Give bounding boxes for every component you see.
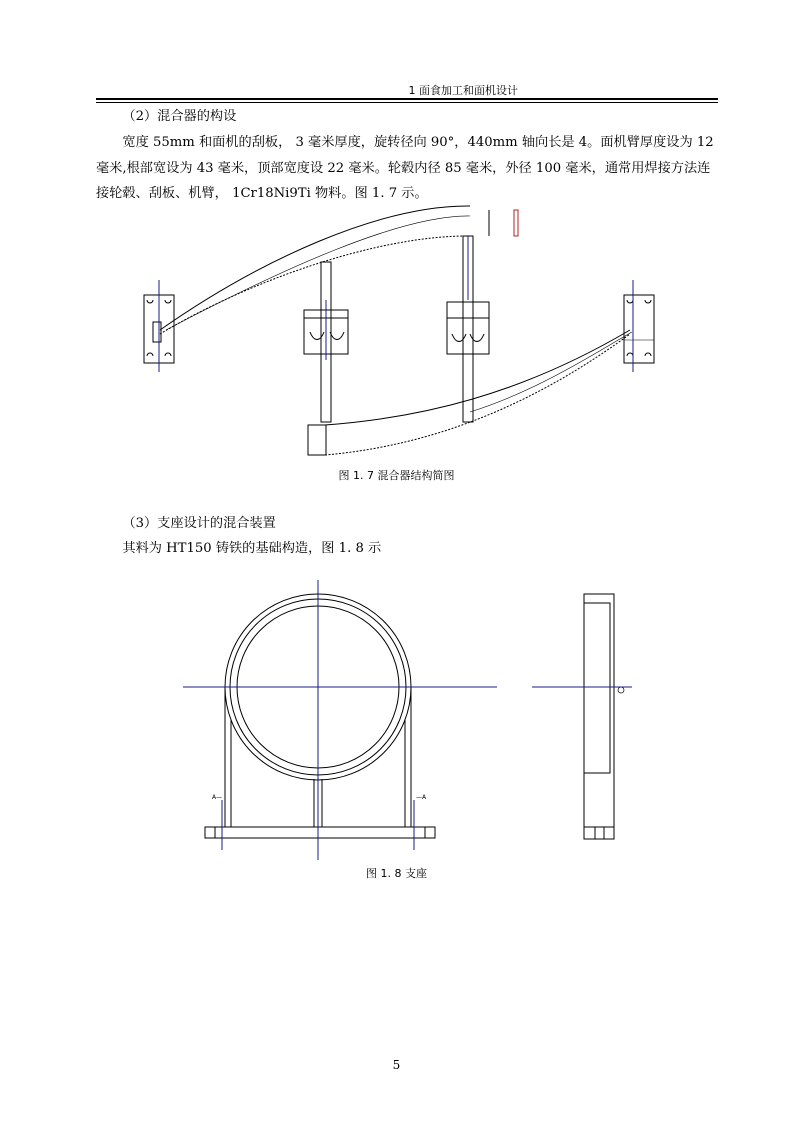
section2-heading: （2）混合器的构设 bbox=[122, 109, 237, 124]
running-header: 1 面食加工和面机设计 bbox=[408, 84, 518, 97]
section-label-a-right: —A bbox=[416, 794, 427, 801]
section-label-a-left: A— bbox=[212, 794, 223, 801]
figure-1-8-caption: 图 1. 8 支座 bbox=[366, 867, 427, 880]
page-number: 5 bbox=[392, 1058, 401, 1072]
section2-line2: 毫米,根部宽设为 43 毫米，顶部宽度设 22 毫米。轮毂内径 85 毫米，外径 100 毫米，通常用焊接方法连 bbox=[96, 161, 711, 176]
section2-line3: 接轮毂、刮板、机臂， 1Cr18Ni9Ti 物料。图 1. 7 示。 bbox=[96, 186, 428, 201]
section3-body: 其料为 HT150 铸铁的基础构造，图 1. 8 示 bbox=[122, 541, 382, 556]
section3-heading: （3）支座设计的混合装置 bbox=[122, 516, 276, 531]
section2-line1: 宽度 55mm 和面机的刮板， 3 毫米厚度，旋转径向 90°，440mm 轴向长是 4。面机臂厚度设为 12 bbox=[122, 135, 714, 150]
figure-1-7-caption: 图 1. 7 混合器结构简图 bbox=[338, 469, 455, 482]
